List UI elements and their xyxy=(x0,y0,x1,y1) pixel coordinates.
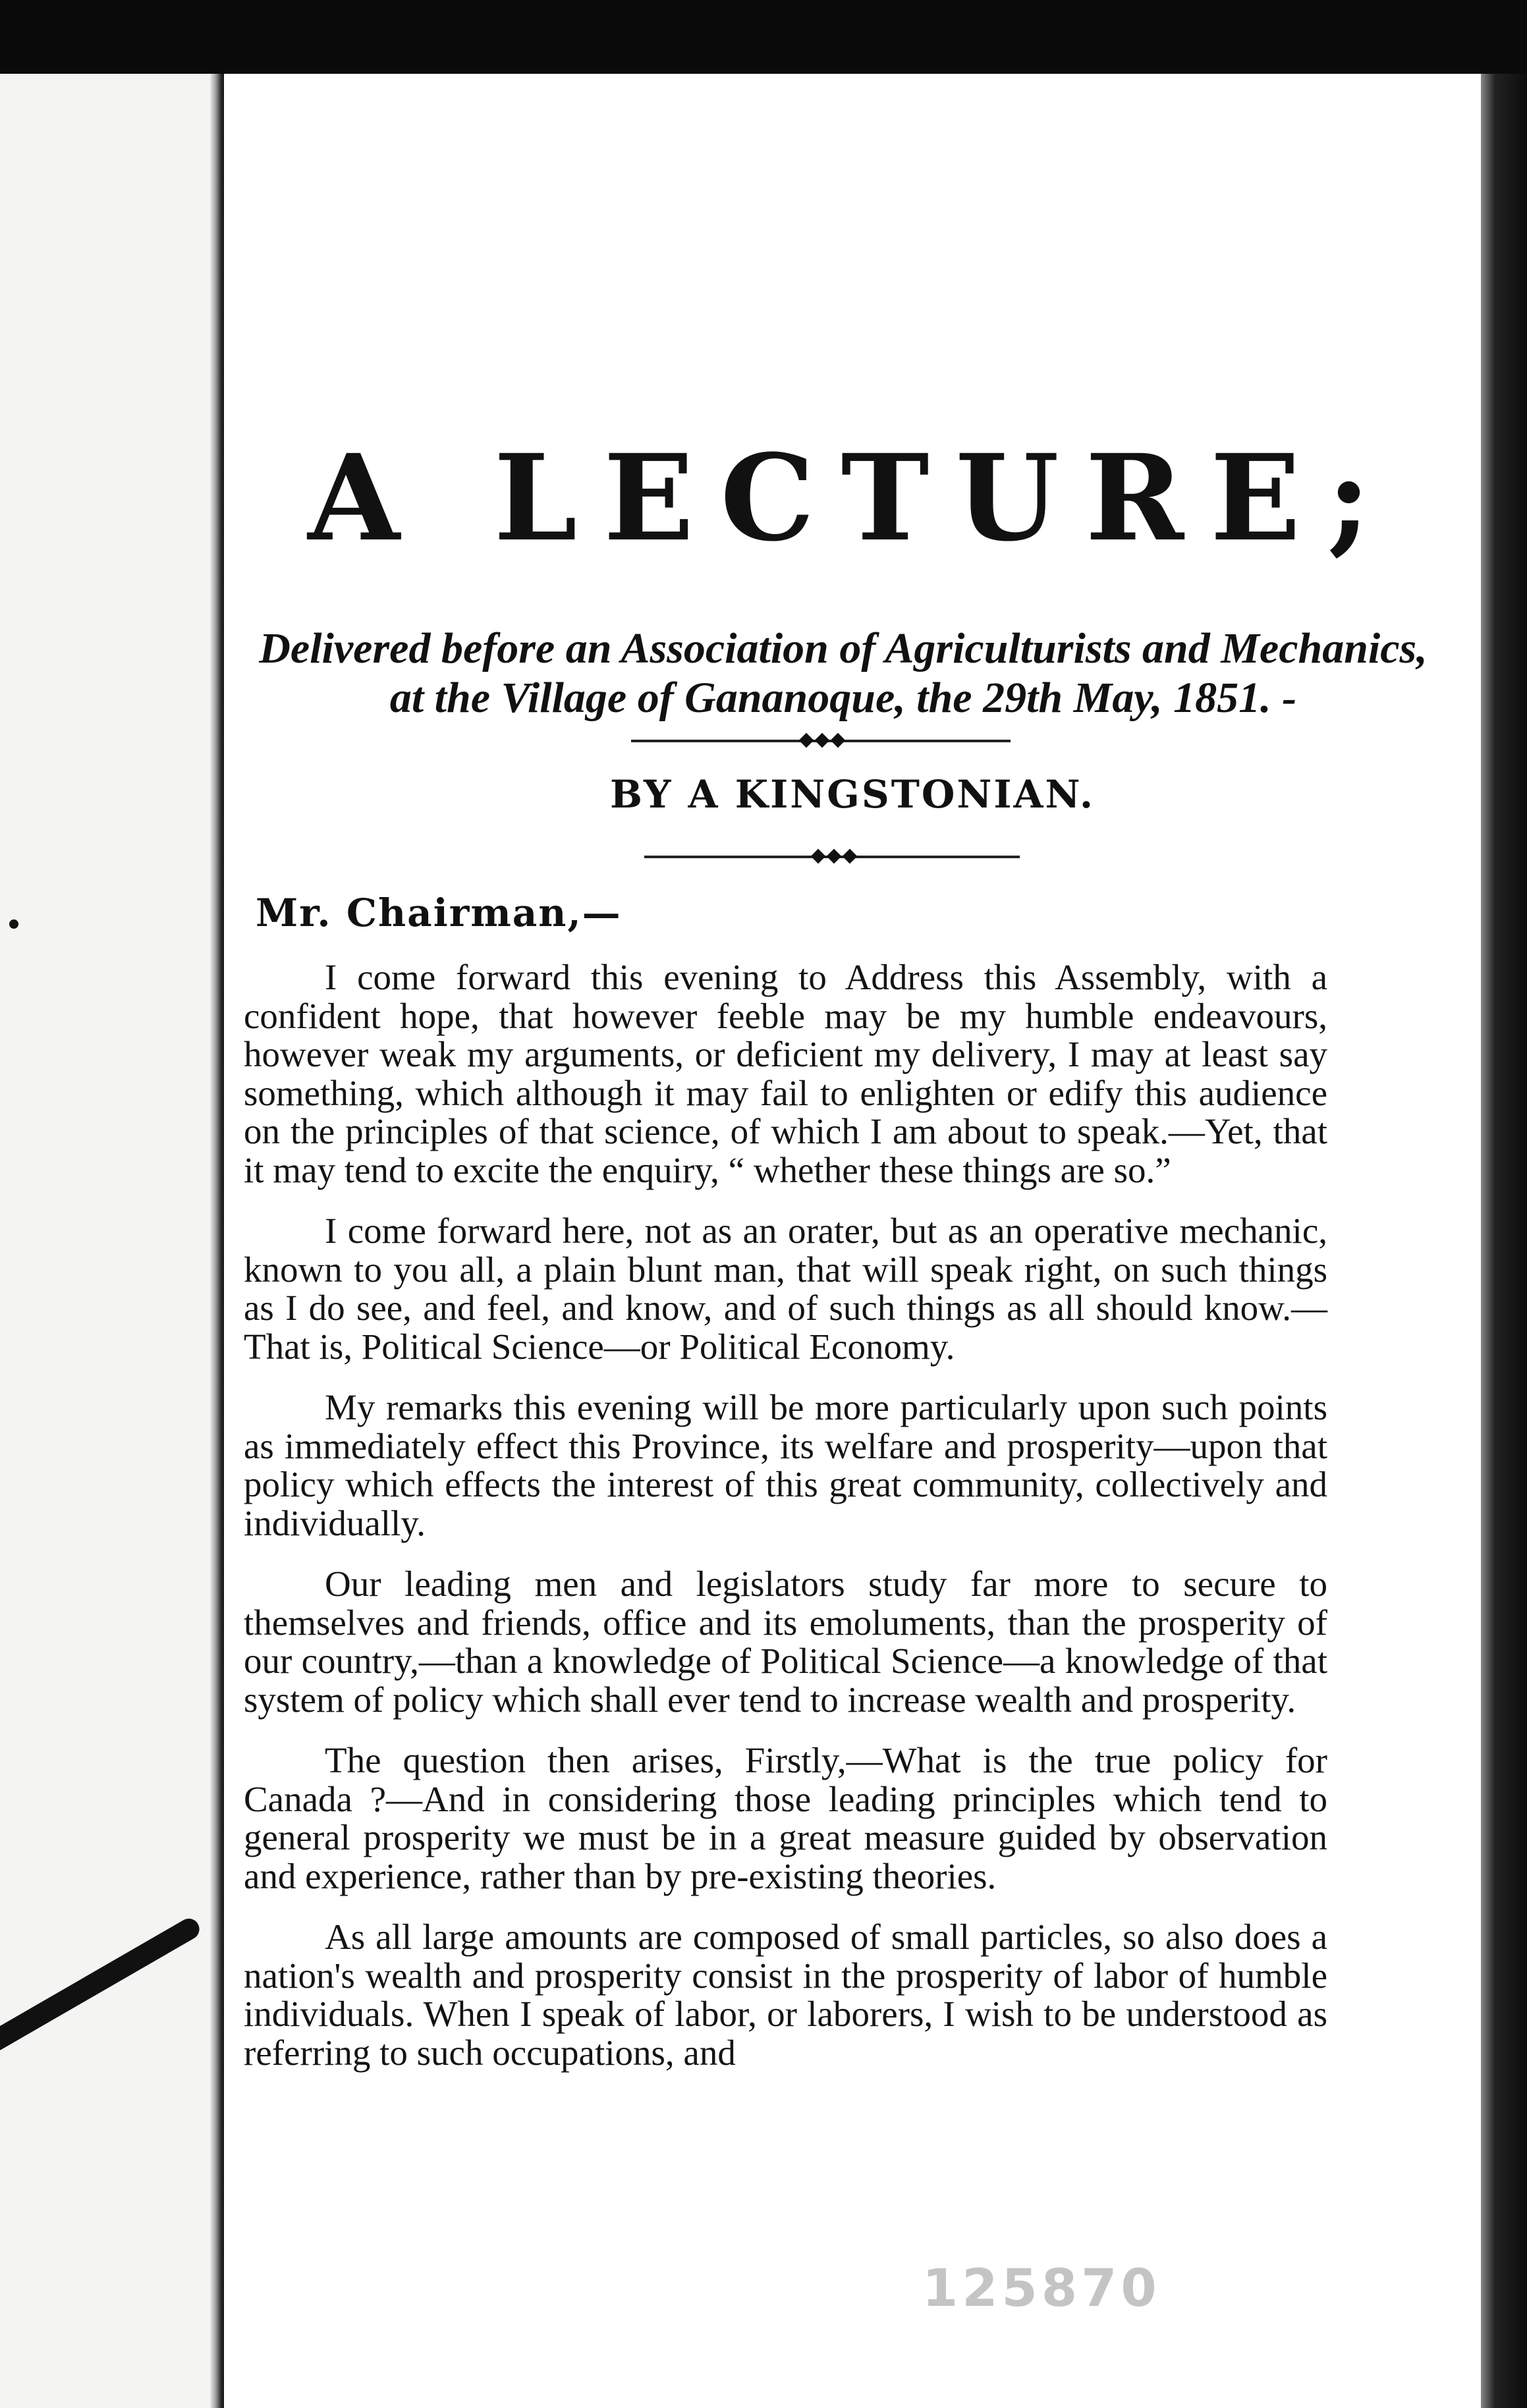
paragraph: My remarks this evening will be more particularly upon such points as immediately effect this Province, its welfare and prosperity—upon that policy which effects the interest of this great community, collectively and individually. xyxy=(244,1387,1327,1543)
ornamental-rule-bottom xyxy=(644,850,1020,864)
scan-right-edge xyxy=(1481,74,1527,2408)
subtitle-line-2: at the Village of Gananoque, the 29th May, 1851. - xyxy=(389,674,1297,722)
paragraph: Our leading men and legislators study far more to secure to themselves and friends, office and its emoluments, than the prosperity of our country,—than a knowledge of Political Science—a knowledge of that system of policy which shall ever tend to increase wealth and prosperity. xyxy=(244,1564,1327,1720)
scan-top-band xyxy=(0,0,1527,74)
document-title: A LECTURE; xyxy=(308,429,1397,568)
paragraph: As all large amounts are composed of small particles, so also does a nation's wealth and prosperity consist in the prosperity of labor of humble individuals. When I speak of labor, or laborers, I wish to be understood as referring to such occupations, and xyxy=(244,1917,1327,2073)
body-text xyxy=(244,958,1327,2094)
ornamental-rule-top xyxy=(631,734,1011,748)
catalog-number-stamp: 125870 xyxy=(922,2259,1161,2318)
book-gutter xyxy=(209,74,224,2408)
salutation: Mr. Chairman,— xyxy=(256,890,622,935)
document-page xyxy=(224,74,1481,2408)
byline: BY A KINGSTONIAN. xyxy=(609,772,1096,817)
paragraph: I come forward this evening to Address this Assembly, with a confident hope, that however feeble may be my humble endeavours, however weak my arguments, or deficient my delivery, I may at least say something, which although it may fail to enlighten or edify this audience on the principles of that science, of which I am about to speak.—Yet, that it may tend to excite the enquiry, “ whether these things are so.” xyxy=(244,957,1327,1190)
ink-dot xyxy=(9,919,18,929)
subtitle-line-1: Delivered before an Association of Agriculturists and Mechanics, xyxy=(259,624,1428,672)
paragraph: I come forward here, not as an orater, but as an operative mechanic, known to you all, a plain blunt man, that will speak right, on such things as I do see, and feel, and know, and of such things as all should know.—That is, Political Science—or Political Economy. xyxy=(244,1211,1327,1367)
facing-page-margin xyxy=(0,74,223,2408)
paragraph: The question then arises, Firstly,—What is the true policy for Canada ?—And in considering those leading principles which tend to general prosperity we must be in a great measure guided by observation and experience, rather than by pre-existing theories. xyxy=(244,1740,1327,1896)
